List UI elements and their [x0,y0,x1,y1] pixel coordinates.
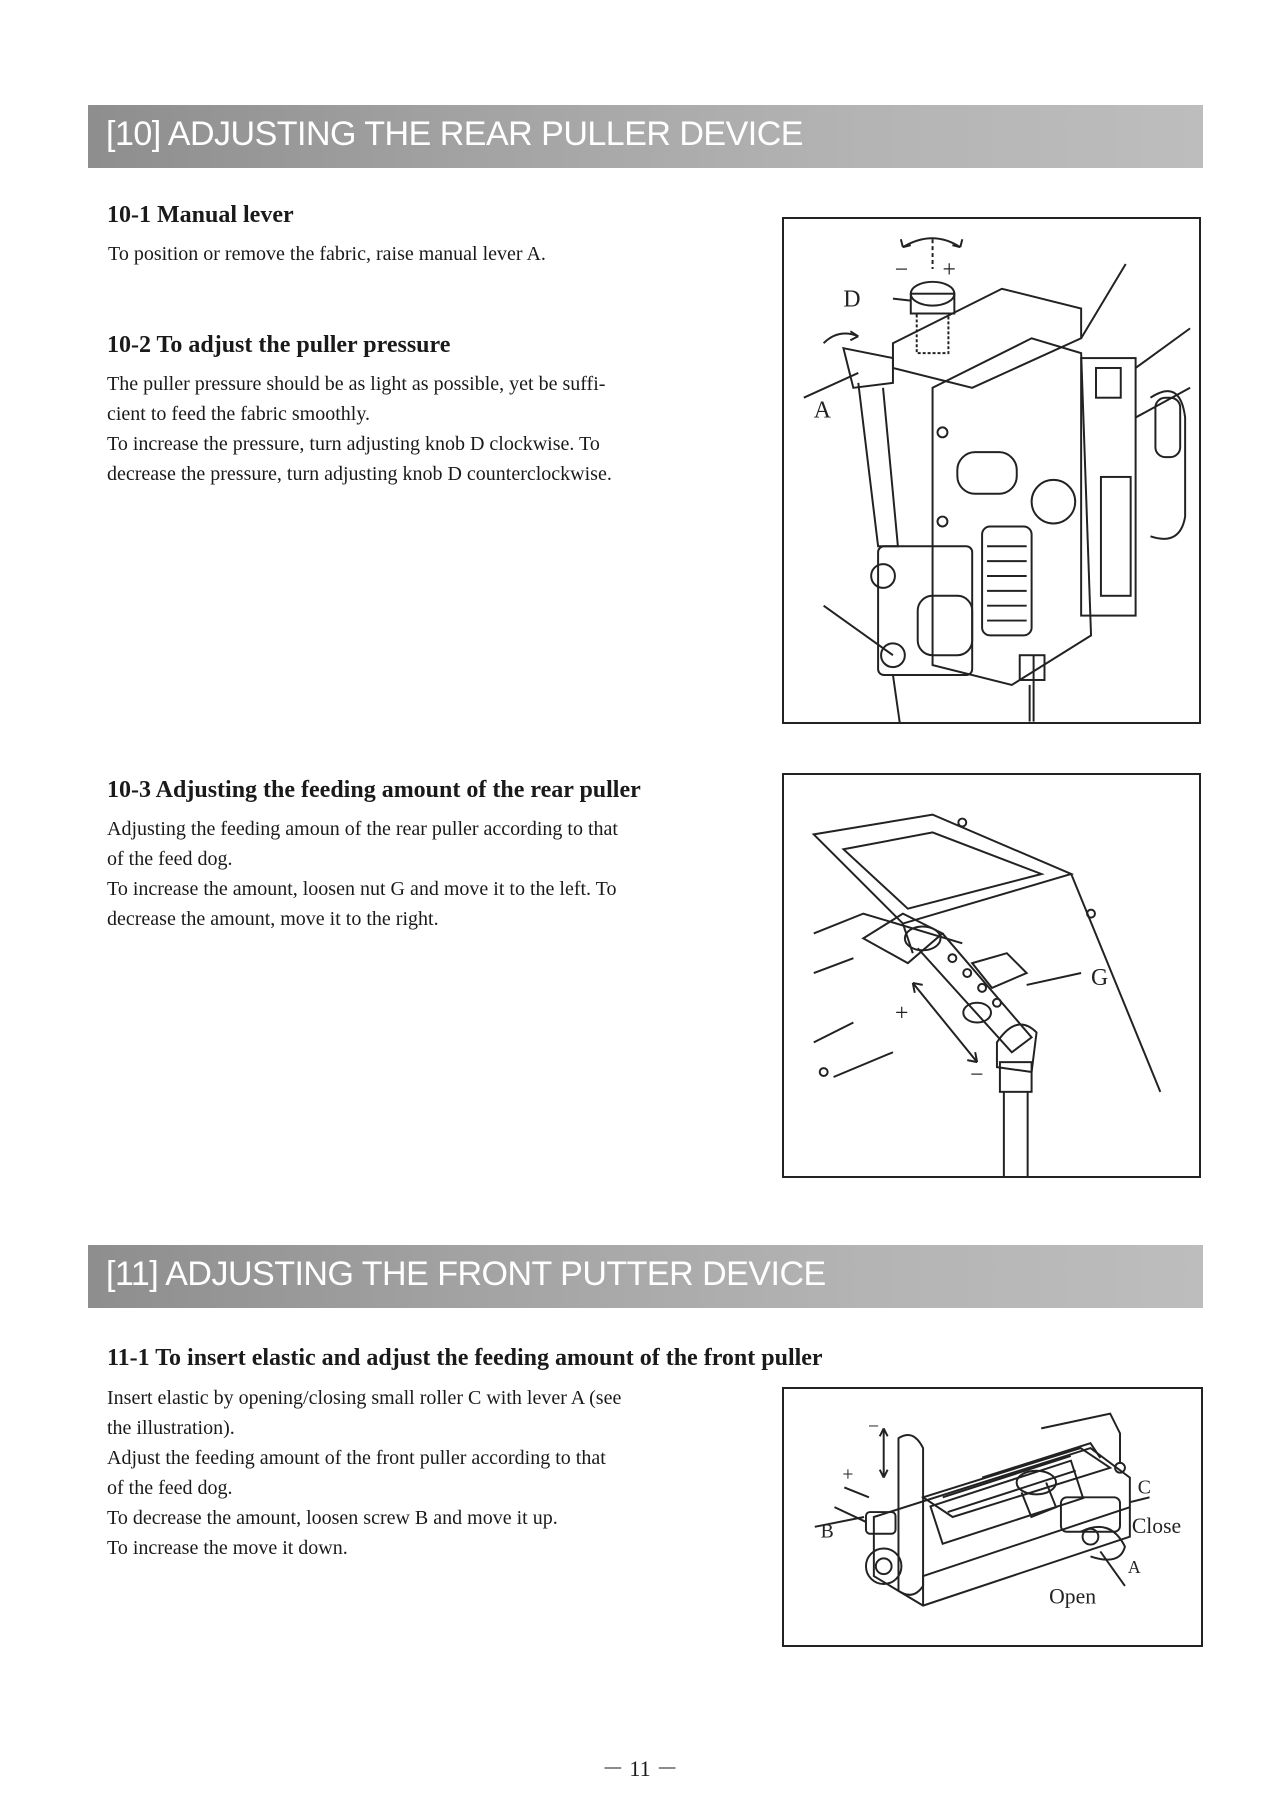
text-line: decrease the amount, move it to the right. [107,908,439,930]
label-close: Close [1131,1513,1182,1538]
rear-puller-illustration [784,219,1199,722]
section-10-title: [10] ADJUSTING THE REAR PULLER DEVICE [106,115,803,153]
label-a: A [813,397,831,424]
label-g: G [1091,964,1109,991]
heading-10-2: 10-2 To adjust the puller pressure [107,332,451,358]
text-line: of the feed dog. [107,1477,233,1499]
section-11-title: [11] ADJUSTING THE FRONT PUTTER DEVICE [106,1255,826,1293]
heading-10-1: 10-1 Manual lever [107,202,294,228]
minus-sign: − [867,1415,880,1438]
text-line: cient to feed the fabric smoothly. [107,403,371,425]
plus-sign: + [842,1463,854,1486]
text-line: To increase the move it down. [107,1537,348,1559]
figure-rear-puller-feed [782,773,1201,1178]
text-line: the illustration). [107,1417,235,1439]
section-11-banner [88,1245,1203,1308]
label-open: Open [1049,1584,1097,1609]
text-line: To decrease the amount, loosen screw B and move it up. [107,1507,558,1529]
label-c: C [1137,1476,1151,1499]
text-line: To increase the amount, loosen nut G and move it to the left. To [107,878,617,900]
figure-rear-puller-pressure [782,217,1201,724]
text-line: of the feed dog. [107,848,233,870]
feed-adjust-illustration [784,775,1199,1176]
text-line: Adjust the feeding amount of the front puller according to that [107,1447,606,1469]
paragraph-10-3 [107,814,757,934]
paragraph-11-1 [107,1383,757,1563]
front-puller-illustration [784,1389,1201,1645]
plus-sign: + [942,256,956,283]
figure-front-puller [782,1387,1203,1647]
minus-sign: − [894,256,909,283]
label-d: D [843,286,861,313]
section-10-banner [88,105,1203,168]
text-line: The puller pressure should be as light as possible, yet be suffi- [107,373,606,395]
label-a: A [1127,1557,1141,1578]
plus-sign: + [894,1000,909,1027]
text-line: Insert elastic by opening/closing small roller C with lever A (see [107,1387,622,1409]
text-line: decrease the pressure, turn adjusting knob D counterclockwise. [107,463,612,485]
minus-sign: − [970,1061,984,1088]
page-number: － 11 － [601,1756,679,1781]
text-line: To position or remove the fabric, raise manual lever A. [108,243,546,265]
heading-10-3: 10-3 Adjusting the feeding amount of the rear puller [107,777,641,803]
paragraph-10-1 [108,239,728,269]
paragraph-10-2 [107,369,747,489]
heading-11-1: 11-1 To insert elastic and adjust the feeding amount of the front puller [107,1345,823,1371]
text-line: To increase the pressure, turn adjusting knob D clockwise. To [107,433,600,455]
text-line: Adjusting the feeding amoun of the rear puller according to that [107,818,618,840]
label-b: B [820,1520,834,1543]
